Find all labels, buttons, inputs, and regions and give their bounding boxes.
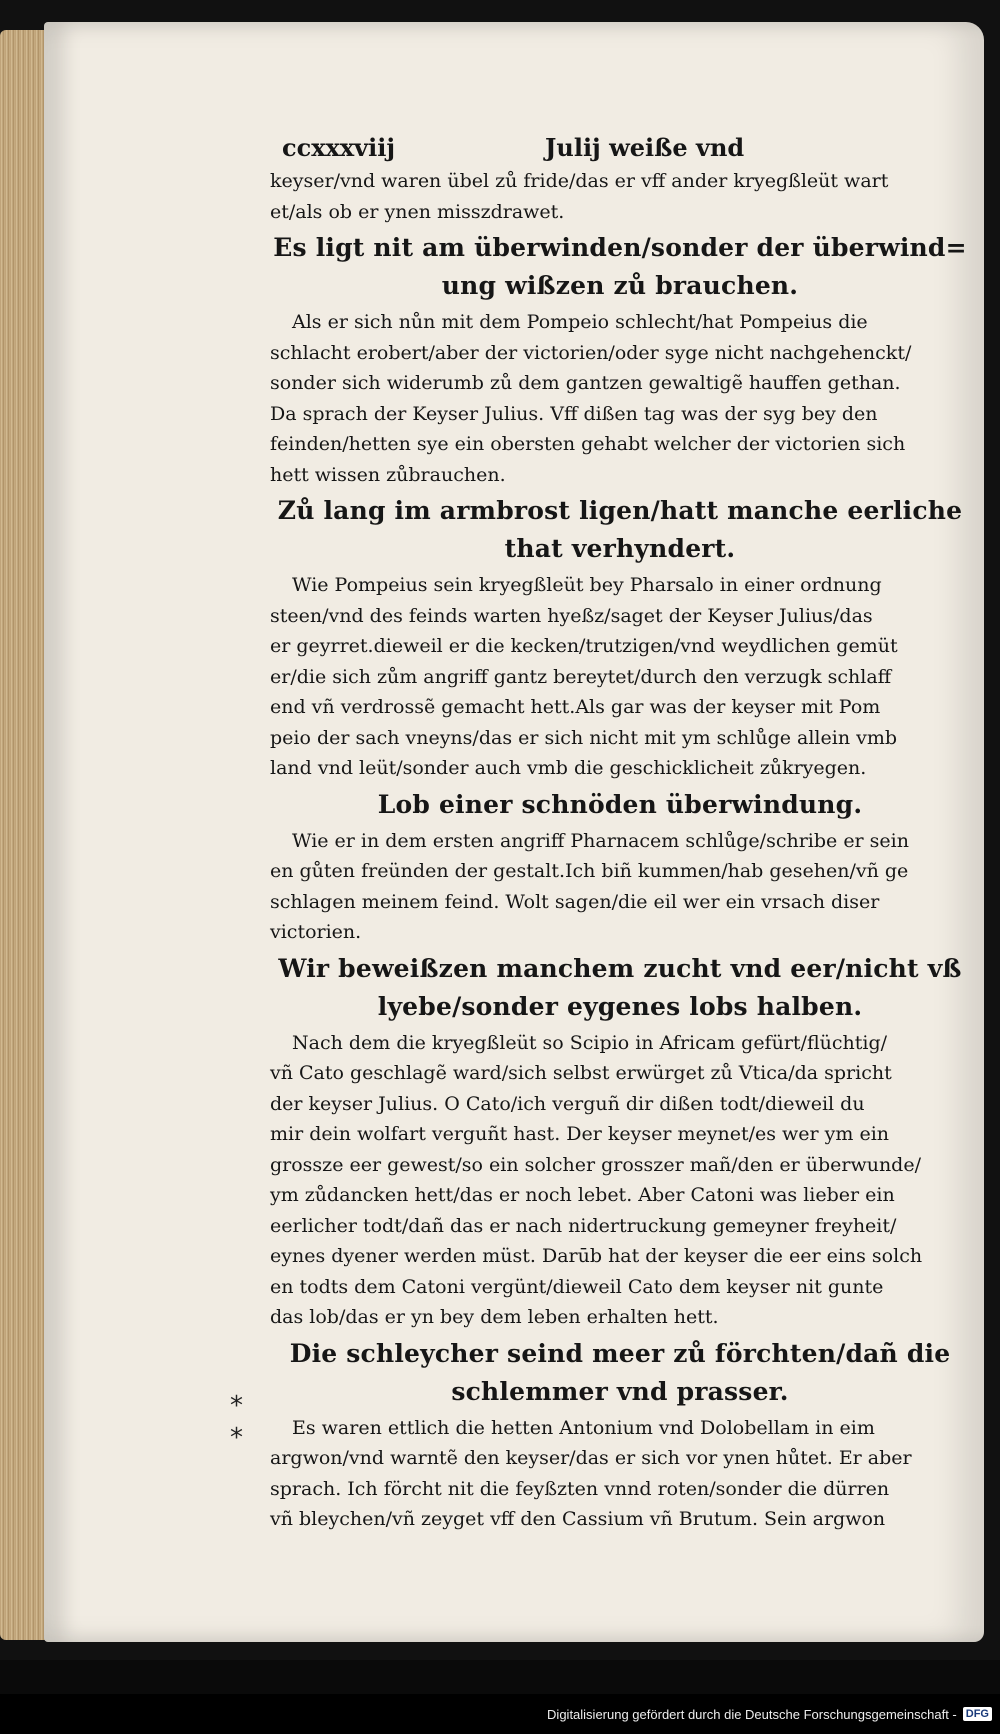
heading-line: lyebe/sonder eygenes lobs halben.: [377, 991, 863, 1021]
section-heading: [270, 229, 970, 305]
text-line: Als er sich nůn mit dem Pompeio schlecht/hat Pompeius die: [292, 311, 868, 333]
heading-line: that verhyndert.: [504, 534, 736, 563]
heading-line: Wir beweißzen manchem zucht vnd eer/nicht vß: [278, 953, 962, 983]
text-line: schlagen meinem feind. Wolt sagen/die eil wer ein vrsach diser: [270, 890, 880, 913]
text-line: das lob/das er yn bey dem leben erhalten hett.: [270, 1306, 719, 1328]
section-heading: [270, 1335, 970, 1411]
dfg-logo: DFG: [963, 1707, 992, 1721]
text-line: Wie er in dem ersten angriff Pharnacem schlůge/schribe er sein: [292, 829, 909, 852]
text-line: en gůten freünden der gestalt.Ich biñ kummen/hab gesehen/vñ ge: [270, 860, 909, 882]
text-line: hett wissen zůbrauchen.: [270, 463, 506, 486]
text-line: feinden/hetten sye ein obersten gehabt welcher der victorien sich: [270, 433, 906, 455]
text-line: peio der sach vneyns/das er sich nicht mit ym schlůge allein vmb: [270, 726, 898, 749]
paragraph: [270, 826, 970, 948]
folio-number: ccxxxviij: [282, 133, 396, 162]
text-line: mir dein wolfart verguñt hast. Der keyser meynet/es wer ym ein: [270, 1123, 890, 1145]
text-line: schlacht erobert/aber der victorien/oder syge nicht nachgehenckt/: [270, 341, 912, 364]
paragraph: [270, 166, 970, 227]
asterisk-mark: *: [230, 1391, 243, 1421]
text-line: steen/vnd des feinds warten hyeßz/saget der Keyser Julius/das: [270, 604, 873, 627]
paragraph: [270, 1028, 970, 1333]
text-line: sonder sich widerumb zů dem gantzen gewaltigẽ hauffen gethan.: [270, 372, 901, 394]
text-line: Nach dem die kryegßleüt so Scipio in Africam gefürt/flüchtig/: [292, 1031, 888, 1054]
text-line: sprach. Ich förcht nit die feyßzten vnnd roten/sonder die dürren: [270, 1477, 890, 1500]
running-title: Julij weiße vnd: [545, 133, 745, 162]
footer-credit: Digitalisierung gefördert durch die Deutsche Forschungsgemeinschaft -: [547, 1706, 957, 1722]
text-line: er geyrret.dieweil er die kecken/trutzigen/vnd weydlichen gemüt: [270, 635, 898, 657]
running-head: [270, 130, 970, 166]
text-line: vñ bleychen/vñ zeyget vff den Cassium vñ Brutum. Sein argwon: [270, 1508, 886, 1530]
text-line: land vnd leüt/sonder auch vmb die geschicklicheit zůkryegen.: [270, 757, 867, 779]
text-line: vñ Cato geschlagẽ ward/sich selbst erwürget zů Vtica/da spricht: [270, 1062, 892, 1084]
text-line: der keyser Julius. O Cato/ich verguñ dir dißen todt/dieweil du: [270, 1092, 865, 1115]
text-line: Da sprach der Keyser Julius. Vff dißen tag was der syg bey den: [270, 402, 878, 425]
heading-line: Es ligt nit am überwinden/sonder der überwind=: [273, 233, 967, 262]
heading-line: schlemmer vnd prasser.: [451, 1376, 789, 1406]
heading-line: Zů lang im armbrost ligen/hatt manche eerliche: [277, 496, 963, 525]
text-line: argwon/vnd warntẽ den keyser/das er sich vor ynen hůtet. Er aber: [270, 1447, 912, 1469]
margin-marks: [230, 1390, 254, 1454]
text-line: en todts dem Catoni vergünt/dieweil Cato dem keyser nit gunte: [270, 1275, 884, 1298]
text-line: et/als ob er ynen misszdrawet.: [270, 200, 565, 223]
footer-bar: [0, 1694, 1000, 1734]
text-line: ym zůdancken hett/das er noch lebet. Aber Catoni was lieber ein: [270, 1184, 895, 1206]
section-heading: [270, 786, 970, 824]
asterisk-mark: *: [230, 1423, 243, 1453]
text-line: keyser/vnd waren übel zů fride/das er vff ander kryegßleüt wart: [270, 170, 889, 192]
paragraph: [270, 307, 970, 490]
heading-line: ung wißzen zů brauchen.: [441, 271, 799, 300]
heading-line: Die schleycher seind meer zů förchten/dañ die: [289, 1338, 951, 1368]
section-heading: [270, 950, 970, 1026]
page-edges: [0, 30, 48, 1640]
paragraph: [270, 1413, 970, 1535]
text-line: eynes dyener werden müst. Darūb hat der keyser die eer eins solch: [270, 1245, 923, 1267]
heading-line: Lob einer schnöden überwindung.: [377, 789, 863, 819]
text-line: victorien.: [270, 921, 362, 943]
section-heading: [270, 492, 970, 568]
text-line: end vñ verdrossẽ gemacht hett.Als gar was der keyser mit Pom: [270, 696, 881, 718]
text-block: [270, 130, 970, 1530]
paragraph: [270, 570, 970, 784]
text-line: grossze eer gewest/so ein solcher grosszer mañ/den er überwunde/: [270, 1153, 921, 1176]
text-line: er/die sich zům angriff gantz bereytet/durch den verzugk schlaff: [270, 665, 892, 688]
text-line: Es waren ettlich die hetten Antonium vnd Dolobellam in eim: [292, 1416, 875, 1439]
text-line: Wie Pompeius sein kryegßleüt bey Pharsalo in einer ordnung: [292, 574, 882, 596]
text-line: eerlicher todt/dañ das er nach nidertruckung gemeyner freyheit/: [270, 1214, 897, 1237]
